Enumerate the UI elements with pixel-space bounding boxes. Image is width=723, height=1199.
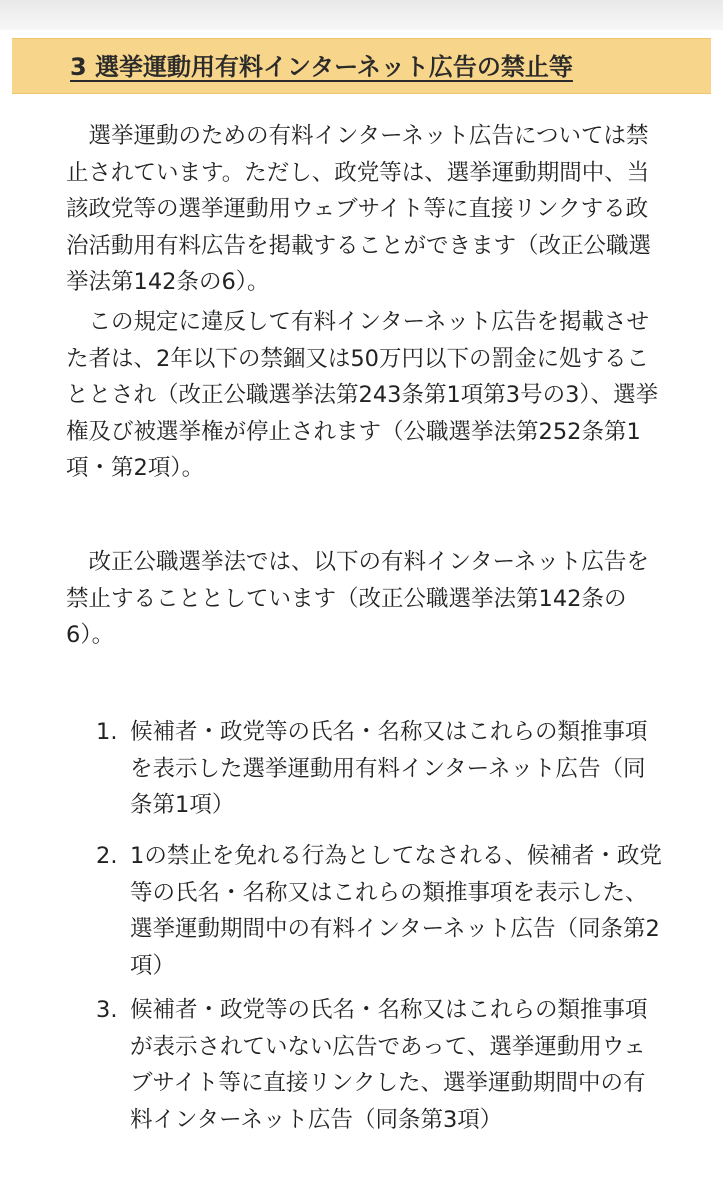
list-line: 項） <box>130 952 176 979</box>
top-strip <box>0 0 723 30</box>
list-line: ブサイト等に直接リンクした、選挙運動期間中の有 <box>130 1070 646 1096</box>
list-line: を表示した選挙運動用有料インターネット広告（同 <box>130 755 646 782</box>
paragraph-line: 選挙運動のための有料インターネット広告については禁 <box>66 123 649 149</box>
paragraph-line: 止されています。ただし、政党等は、選挙運動期間中、当 <box>66 159 650 186</box>
paragraph-line: 治活動用有料広告を掲載することができます（改正公職選 <box>66 232 652 259</box>
list-line: 料インターネット広告（同条第3項） <box>130 1106 503 1133</box>
paragraph-list-intro <box>66 544 692 654</box>
list-item-text <box>130 992 710 1138</box>
list-line: 等の氏名・名称又はこれらの類推事項を表示した、 <box>130 879 648 906</box>
list-line: 1の禁止を免れる行為としてなされる、候補者・政党 <box>130 843 662 869</box>
section-title: 3 選挙運動用有料インターネット広告の禁止等 <box>70 53 573 81</box>
paragraph-line: 項・第2項）。 <box>66 455 205 481</box>
list-line: 候補者・政党等の氏名・名称又はこれらの類推事項 <box>130 997 648 1023</box>
paragraph-line: 禁止することとしています（改正公職選挙法第142条の <box>66 585 627 612</box>
list-item-text <box>130 714 710 824</box>
list-item-number: 1. <box>96 719 118 745</box>
list-item-number: 2. <box>96 843 118 869</box>
paragraph-line: 権及び被選挙権が停止されます（公職選挙法第252条第1 <box>66 418 641 445</box>
paragraph-penalty <box>66 304 692 487</box>
list-line: が表示されていない広告であって、選挙運動用ウェ <box>130 1033 646 1060</box>
list-item-number: 3. <box>96 997 118 1023</box>
paragraph-line: 6）。 <box>66 622 115 648</box>
paragraph-line: この規定に違反して有料インターネット広告を掲載させ <box>66 309 649 335</box>
list-item-text <box>130 838 710 984</box>
list-line: 候補者・政党等の氏名・名称又はこれらの類推事項 <box>130 719 648 745</box>
paragraph-line: 改正公職選挙法では、以下の有料インターネット広告を <box>66 549 649 575</box>
paragraph-line: た者は、2年以下の禁錮又は50万円以下の罰金に処するこ <box>66 345 649 372</box>
paragraph-prohibition <box>66 118 692 301</box>
paragraph-line: ととされ（改正公職選挙法第243条第1項第3号の3）、選挙 <box>66 382 659 408</box>
paragraph-line: 挙法第142条の6）。 <box>66 269 270 295</box>
paragraph-line: 該政党等の選挙運動用ウェブサイト等に直接リンクする政 <box>66 196 649 222</box>
list-line: 条第1項） <box>130 792 235 818</box>
list-line: 選挙運動期間中の有料インターネット広告（同条第2 <box>130 916 660 942</box>
